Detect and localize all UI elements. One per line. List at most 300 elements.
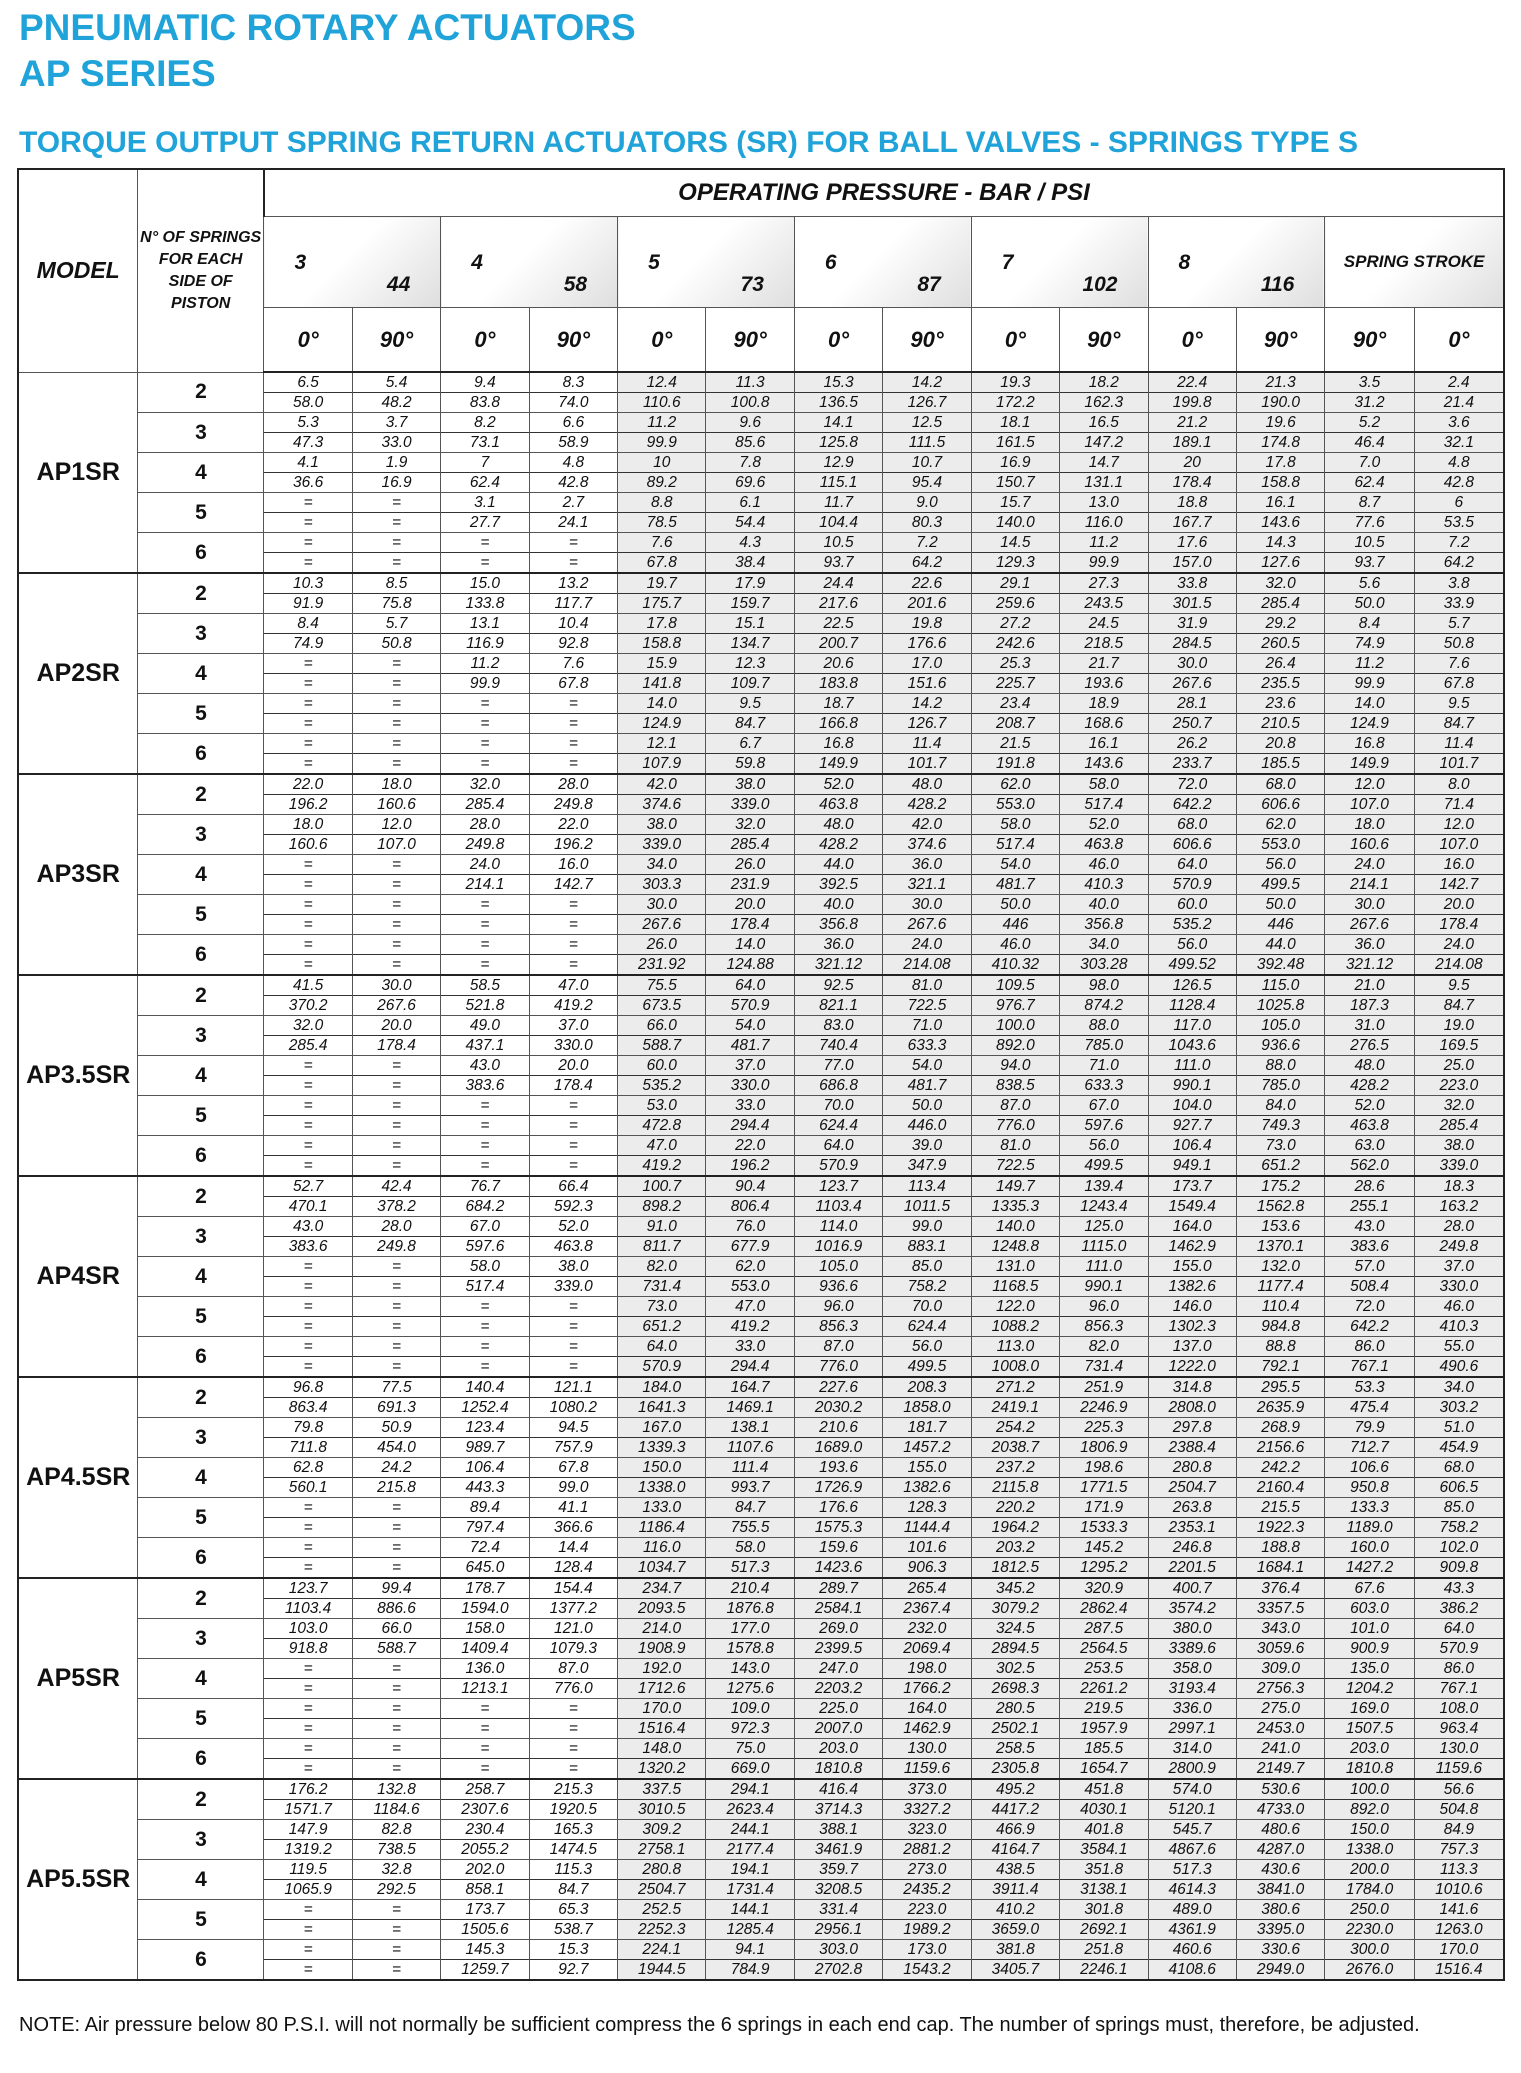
- torque-nm-value: 219.5: [1084, 1700, 1124, 1717]
- torque-inlb-value: =: [353, 1115, 440, 1135]
- torque-cell: [971, 1096, 1059, 1136]
- torque-nm-value: 376.4: [1261, 1580, 1300, 1597]
- torque-cell: [441, 493, 529, 533]
- torque-nm-value: 165.3: [553, 1821, 593, 1838]
- torque-inlb-value: 570.9: [706, 995, 793, 1015]
- torque-inlb-value: 125.8: [795, 432, 882, 452]
- torque-inlb-value: 267.6: [618, 914, 705, 934]
- torque-nm-value: =: [480, 1740, 490, 1757]
- torque-inlb-value: 117.7: [530, 593, 617, 613]
- torque-cell: [264, 1418, 352, 1458]
- torque-cell: [1325, 1176, 1414, 1217]
- torque-inlb-value: 111.5: [883, 432, 970, 452]
- torque-nm-value: =: [392, 1700, 402, 1717]
- torque-inlb-value: 124.9: [1325, 713, 1413, 733]
- torque-cell: [1148, 975, 1236, 1016]
- torque-cell: [706, 1136, 794, 1177]
- torque-nm-value: 37.0: [735, 1057, 766, 1074]
- torque-inlb-value: =: [264, 552, 351, 572]
- torque-cell: [794, 895, 882, 935]
- torque-inlb-value: =: [264, 1517, 351, 1537]
- torque-nm-value: 188.8: [1261, 1539, 1300, 1556]
- torque-cell: [1325, 1498, 1414, 1538]
- torque-inlb-value: 490.6: [1415, 1356, 1503, 1376]
- torque-inlb-value: 136.5: [795, 392, 882, 412]
- torque-inlb-value: =: [441, 713, 528, 733]
- torque-nm-value: 21.5: [1000, 735, 1031, 752]
- torque-cell: [1236, 1940, 1324, 1981]
- torque-nm-value: 26.4: [1265, 655, 1296, 672]
- torque-nm-value: 52.0: [1088, 816, 1119, 833]
- torque-cell: [618, 1820, 706, 1860]
- torque-cell: [883, 1016, 971, 1056]
- torque-inlb-value: 214.1: [441, 874, 528, 894]
- torque-inlb-value: 731.4: [1060, 1356, 1147, 1376]
- torque-nm-value: 62.8: [293, 1459, 324, 1476]
- torque-nm-value: 7.2: [1448, 534, 1470, 551]
- torque-nm-value: 76.7: [469, 1178, 501, 1195]
- torque-nm-value: 4.8: [1448, 454, 1470, 471]
- torque-cell: [706, 1659, 794, 1699]
- torque-cell: [1148, 1096, 1236, 1136]
- torque-cell: [1148, 1820, 1236, 1860]
- torque-cell: [1060, 453, 1148, 493]
- torque-inlb-value: 107.0: [1415, 834, 1503, 854]
- torque-nm-value: 24.0: [1443, 936, 1474, 953]
- torque-cell: [794, 372, 882, 413]
- torque-inlb-value: 900.9: [1325, 1638, 1413, 1658]
- torque-nm-value: 265.4: [907, 1580, 947, 1597]
- torque-inlb-value: 178.4: [1149, 472, 1236, 492]
- torque-cell: [264, 1578, 352, 1619]
- torque-nm-value: 18.2: [1088, 374, 1119, 391]
- torque-nm-value: 232.0: [907, 1620, 947, 1637]
- torque-cell: [618, 1860, 706, 1900]
- torque-nm-value: 7.0: [1358, 454, 1381, 471]
- torque-nm-value: 184.0: [642, 1379, 682, 1396]
- document-title-line1: PNEUMATIC ROTARY ACTUATORS: [19, 7, 636, 48]
- torque-cell: [264, 1538, 352, 1579]
- torque-inlb-value: 446.0: [883, 1115, 970, 1135]
- torque-nm-value: 258.5: [995, 1740, 1035, 1757]
- torque-inlb-value: 1505.6: [441, 1919, 528, 1939]
- torque-cell: [1148, 413, 1236, 453]
- torque-inlb-value: 73.1: [441, 432, 528, 452]
- torque-cell: [794, 1056, 882, 1096]
- torque-cell: [1148, 1377, 1236, 1418]
- torque-nm-value: 3.5: [1358, 374, 1381, 391]
- torque-cell: [883, 1377, 971, 1418]
- footnote: NOTE: Air pressure below 80 P.S.I. will not normally be sufficient compress the 6 springs in each end cap. The number of springs must, therefore, be adjusted.: [19, 2014, 1420, 2036]
- torque-cell: [1148, 1578, 1236, 1619]
- torque-cell: [706, 1578, 794, 1619]
- torque-inlb-value: 128.4: [530, 1557, 617, 1577]
- torque-cell: [441, 855, 529, 895]
- torque-nm-value: 224.1: [642, 1941, 682, 1958]
- torque-cell: [1236, 815, 1324, 855]
- torque-nm-value: 33.0: [735, 1338, 766, 1355]
- torque-inlb-value: 499.5: [1060, 1155, 1147, 1175]
- torque-cell: [1060, 1176, 1148, 1217]
- torque-inlb-value: 886.6: [353, 1598, 440, 1618]
- torque-nm-value: 9.5: [1448, 695, 1470, 712]
- torque-inlb-value: 347.9: [883, 1155, 970, 1175]
- torque-nm-value: 39.0: [911, 1137, 943, 1154]
- torque-nm-value: =: [303, 494, 313, 511]
- torque-nm-value: 5.7: [1448, 615, 1470, 632]
- torque-inlb-value: =: [441, 1758, 528, 1778]
- table-row: [18, 1257, 1504, 1297]
- torque-cell: [441, 1418, 529, 1458]
- torque-nm-value: 154.4: [553, 1580, 593, 1597]
- torque-cell: [529, 1940, 617, 1981]
- torque-cell: [883, 895, 971, 935]
- torque-nm-value: 18.0: [381, 776, 412, 793]
- torque-nm-value: 8.3: [562, 374, 585, 391]
- spring-count: 6: [138, 734, 264, 775]
- torque-inlb-value: 508.4: [1325, 1276, 1413, 1296]
- torque-cell: [264, 533, 352, 574]
- torque-inlb-value: 50.8: [353, 633, 440, 653]
- torque-nm-value: 81.0: [1000, 1137, 1031, 1154]
- torque-nm-value: 52.0: [558, 1218, 589, 1235]
- torque-inlb-value: 1079.3: [530, 1638, 617, 1658]
- torque-cell: [618, 975, 706, 1016]
- table-row: [18, 1176, 1504, 1217]
- torque-inlb-value: 906.3: [883, 1557, 970, 1577]
- torque-cell: [529, 1297, 617, 1337]
- torque-nm-value: 171.9: [1084, 1499, 1124, 1516]
- torque-nm-value: 47.0: [735, 1298, 766, 1315]
- torque-cell: [1325, 453, 1414, 493]
- torque-cell: [1325, 1016, 1414, 1056]
- torque-cell: [794, 654, 882, 694]
- table-row: [18, 1418, 1504, 1458]
- torque-nm-value: 86.0: [1443, 1660, 1474, 1677]
- torque-nm-value: 242.2: [1261, 1459, 1300, 1476]
- torque-nm-value: 167.0: [642, 1419, 682, 1436]
- torque-cell: [1236, 774, 1324, 815]
- torque-cell: [1414, 1217, 1504, 1257]
- torque-cell: [971, 855, 1059, 895]
- torque-cell: [1060, 493, 1148, 533]
- torque-cell: [1148, 1538, 1236, 1579]
- torque-inlb-value: 2246.1: [1060, 1959, 1147, 1979]
- torque-cell: [352, 774, 440, 815]
- torque-cell: [706, 573, 794, 614]
- torque-nm-value: =: [303, 1660, 313, 1677]
- table-row: [18, 654, 1504, 694]
- torque-inlb-value: 143.6: [1060, 753, 1147, 773]
- torque-nm-value: 73.0: [646, 1298, 677, 1315]
- torque-cell: [1060, 1619, 1148, 1659]
- torque-nm-value: 32.0: [1443, 1097, 1474, 1114]
- torque-nm-value: 113.4: [908, 1178, 946, 1195]
- torque-nm-value: 185.5: [1084, 1740, 1124, 1757]
- torque-inlb-value: 570.9: [1415, 1638, 1503, 1658]
- torque-inlb-value: =: [441, 753, 528, 773]
- torque-cell: [1148, 1217, 1236, 1257]
- torque-nm-value: =: [392, 1660, 402, 1677]
- torque-nm-value: 4.8: [562, 454, 585, 471]
- torque-inlb-value: 174.8: [1237, 432, 1324, 452]
- torque-cell: [794, 1377, 882, 1418]
- torque-nm-value: 237.2: [995, 1459, 1035, 1476]
- torque-cell: [1414, 1779, 1504, 1820]
- torque-nm-value: 37.0: [558, 1017, 589, 1034]
- torque-cell: [971, 935, 1059, 976]
- torque-cell: [971, 1377, 1059, 1418]
- torque-inlb-value: 3714.3: [795, 1799, 882, 1819]
- torque-cell: [441, 1337, 529, 1378]
- torque-cell: [529, 1377, 617, 1418]
- torque-cell: [1148, 654, 1236, 694]
- torque-cell: [883, 1337, 971, 1378]
- torque-nm-value: =: [392, 534, 402, 551]
- torque-nm-value: 48.0: [1354, 1057, 1385, 1074]
- torque-cell: [529, 1418, 617, 1458]
- torque-cell: [529, 1860, 617, 1900]
- torque-nm-value: 68.0: [1265, 776, 1296, 793]
- torque-nm-value: =: [480, 1298, 490, 1315]
- torque-nm-value: 70.0: [823, 1097, 854, 1114]
- pressure-psi-value: 102: [1082, 273, 1118, 296]
- torque-nm-value: 41.1: [558, 1499, 589, 1516]
- torque-cell: [1414, 1257, 1504, 1297]
- torque-inlb-value: 27.7: [441, 512, 528, 532]
- torque-cell: [264, 1820, 352, 1860]
- torque-cell: [1414, 815, 1504, 855]
- torque-cell: [618, 1297, 706, 1337]
- torque-cell: [1236, 1337, 1324, 1378]
- torque-inlb-value: 99.9: [1325, 673, 1413, 693]
- torque-cell: [1325, 1136, 1414, 1177]
- torque-cell: [971, 774, 1059, 815]
- torque-inlb-value: 31.2: [1325, 392, 1413, 412]
- torque-inlb-value: 175.7: [618, 593, 705, 613]
- torque-inlb-value: 356.8: [1060, 914, 1147, 934]
- torque-nm-value: 14.2: [911, 374, 943, 391]
- torque-cell: [618, 1659, 706, 1699]
- torque-inlb-value: 963.4: [1415, 1718, 1503, 1738]
- torque-nm-value: =: [303, 1298, 313, 1315]
- torque-inlb-value: =: [530, 954, 617, 974]
- torque-cell: [1060, 694, 1148, 734]
- torque-inlb-value: =: [530, 552, 617, 572]
- torque-nm-value: 4.3: [739, 534, 761, 551]
- torque-nm-value: 149.7: [995, 1178, 1035, 1195]
- torque-cell: [883, 935, 971, 976]
- torque-inlb-value: 370.2: [264, 995, 351, 1015]
- torque-inlb-value: 1259.7: [441, 1959, 528, 1979]
- torque-nm-value: 178.7: [465, 1580, 505, 1597]
- torque-cell: [1148, 1659, 1236, 1699]
- torque-nm-value: 84.7: [735, 1499, 766, 1516]
- torque-nm-value: 309.0: [1261, 1660, 1300, 1677]
- torque-inlb-value: 691.3: [353, 1397, 440, 1417]
- torque-nm-value: 159.6: [819, 1539, 858, 1556]
- torque-inlb-value: =: [530, 1155, 617, 1175]
- torque-nm-value: 351.8: [1084, 1861, 1124, 1878]
- torque-inlb-value: 110.6: [618, 392, 705, 412]
- torque-inlb-value: 284.5: [1149, 633, 1236, 653]
- torque-inlb-value: 141.8: [618, 673, 705, 693]
- torque-inlb-value: 1766.2: [883, 1678, 970, 1698]
- torque-inlb-value: 267.6: [1149, 673, 1236, 693]
- torque-nm-value: 12.4: [646, 374, 677, 391]
- torque-nm-value: 320.9: [1084, 1580, 1124, 1597]
- torque-cell: [794, 1217, 882, 1257]
- torque-nm-value: 54.0: [911, 1057, 943, 1074]
- torque-cell: [1414, 1538, 1504, 1579]
- spring-count: 2: [138, 975, 264, 1016]
- torque-nm-value: 1.9: [385, 454, 408, 471]
- torque-cell: [794, 1176, 882, 1217]
- torque-inlb-value: =: [441, 954, 528, 974]
- spring-count: 4: [138, 453, 264, 493]
- torque-nm-value: 47.0: [558, 977, 589, 994]
- torque-nm-value: 132.0: [1261, 1258, 1300, 1275]
- torque-cell: [1236, 1659, 1324, 1699]
- torque-inlb-value: 85.6: [706, 432, 793, 452]
- torque-cell: [1060, 1578, 1148, 1619]
- torque-cell: [1414, 573, 1504, 614]
- torque-inlb-value: 255.1: [1325, 1196, 1413, 1216]
- torque-inlb-value: 472.8: [618, 1115, 705, 1135]
- torque-inlb-value: 4164.7: [972, 1839, 1059, 1859]
- torque-nm-value: 58.0: [469, 1258, 501, 1275]
- spring-count: 6: [138, 533, 264, 574]
- torque-nm-value: 24.0: [1354, 856, 1385, 873]
- table-row: [18, 774, 1504, 815]
- torque-nm-value: 51.0: [1443, 1419, 1474, 1436]
- torque-cell: [1060, 573, 1148, 614]
- torque-nm-value: =: [392, 1097, 402, 1114]
- torque-inlb-value: 1370.1: [1237, 1236, 1324, 1256]
- model-name: AP5.5SR: [18, 1779, 138, 1980]
- torque-inlb-value: 588.7: [353, 1638, 440, 1658]
- table-row: [18, 1377, 1504, 1418]
- torque-inlb-value: =: [264, 673, 351, 693]
- torque-nm-value: 11.2: [647, 414, 677, 431]
- torque-nm-value: 31.0: [1354, 1017, 1385, 1034]
- torque-nm-value: 17.6: [1177, 534, 1208, 551]
- torque-inlb-value: 463.8: [795, 794, 882, 814]
- torque-inlb-value: 2676.0: [1325, 1959, 1413, 1979]
- torque-nm-value: 8.7: [1358, 494, 1381, 511]
- torque-cell: [1236, 1779, 1324, 1820]
- torque-inlb-value: 1320.2: [618, 1758, 705, 1778]
- torque-inlb-value: 74.0: [530, 392, 617, 412]
- torque-cell: [971, 694, 1059, 734]
- torque-cell: [971, 413, 1059, 453]
- torque-cell: [1236, 975, 1324, 1016]
- torque-cell: [706, 1739, 794, 1780]
- torque-nm-value: 116.0: [642, 1539, 681, 1556]
- torque-cell: [1325, 1257, 1414, 1297]
- torque-nm-value: 13.1: [469, 615, 501, 632]
- torque-inlb-value: 67.8: [530, 673, 617, 693]
- torque-inlb-value: 1920.5: [530, 1799, 617, 1819]
- torque-nm-value: 6: [1454, 494, 1464, 511]
- torque-cell: [618, 935, 706, 976]
- torque-nm-value: 28.0: [381, 1218, 412, 1235]
- torque-nm-value: 6.6: [562, 414, 585, 431]
- torque-nm-value: 84.0: [1265, 1097, 1296, 1114]
- torque-inlb-value: =: [530, 753, 617, 773]
- torque-inlb-value: 1128.4: [1149, 995, 1236, 1015]
- torque-inlb-value: 2949.0: [1237, 1959, 1324, 1979]
- torque-inlb-value: 157.0: [1149, 552, 1236, 572]
- torque-inlb-value: 767.1: [1415, 1678, 1503, 1698]
- torque-nm-value: =: [303, 936, 313, 953]
- torque-inlb-value: 443.3: [441, 1477, 528, 1497]
- torque-inlb-value: 33.0: [353, 432, 440, 452]
- torque-inlb-value: =: [264, 1316, 351, 1336]
- torque-inlb-value: 190.0: [1237, 392, 1324, 412]
- torque-inlb-value: 863.4: [264, 1397, 351, 1417]
- torque-nm-value: 145.2: [1084, 1539, 1124, 1556]
- torque-cell: [1060, 1538, 1148, 1579]
- torque-nm-value: 294.1: [730, 1781, 770, 1798]
- torque-cell: [264, 694, 352, 734]
- torque-inlb-value: 517.4: [972, 834, 1059, 854]
- torque-cell: [441, 1498, 529, 1538]
- torque-nm-value: 123.7: [819, 1178, 858, 1195]
- torque-inlb-value: 126.7: [883, 392, 970, 412]
- torque-cell: [794, 1860, 882, 1900]
- torque-nm-value: =: [392, 1298, 402, 1315]
- torque-nm-value: 94.5: [558, 1419, 589, 1436]
- torque-inlb-value: 797.4: [441, 1517, 528, 1537]
- torque-nm-value: 136.0: [465, 1660, 505, 1677]
- torque-nm-value: 137.0: [1172, 1338, 1212, 1355]
- torque-nm-value: 17.8: [1265, 454, 1296, 471]
- torque-nm-value: 22.4: [1177, 374, 1208, 391]
- table-row: [18, 1217, 1504, 1257]
- torque-inlb-value: 1377.2: [530, 1598, 617, 1618]
- torque-cell: [794, 1699, 882, 1739]
- torque-nm-value: 380.6: [1261, 1901, 1300, 1918]
- header-angle: 90°: [883, 308, 971, 373]
- torque-inlb-value: 187.3: [1325, 995, 1413, 1015]
- torque-nm-value: 50.9: [381, 1419, 412, 1436]
- torque-nm-value: 65.3: [558, 1901, 589, 1918]
- torque-nm-value: 7.2: [916, 534, 938, 551]
- torque-inlb-value: 21.4: [1415, 392, 1503, 412]
- torque-inlb-value: 42.8: [1415, 472, 1503, 492]
- torque-cell: [1060, 1056, 1148, 1096]
- torque-cell: [441, 1297, 529, 1337]
- torque-inlb-value: 178.4: [530, 1075, 617, 1095]
- torque-inlb-value: 757.3: [1415, 1839, 1503, 1859]
- torque-cell: [264, 1659, 352, 1699]
- torque-inlb-value: 2156.6: [1237, 1437, 1324, 1457]
- torque-inlb-value: 50.0: [1325, 593, 1413, 613]
- torque-nm-value: =: [392, 856, 402, 873]
- torque-nm-value: 62.0: [1000, 776, 1031, 793]
- torque-cell: [1236, 1176, 1324, 1217]
- torque-cell: [1148, 1016, 1236, 1056]
- header-springs: N° OF SPRINGS FOR EACH SIDE OF PISTON: [138, 169, 264, 372]
- torque-nm-value: 26.2: [1177, 735, 1208, 752]
- torque-inlb-value: 84.7: [706, 713, 793, 733]
- torque-cell: [1414, 654, 1504, 694]
- torque-inlb-value: =: [353, 753, 440, 773]
- torque-nm-value: 10.7: [911, 454, 943, 471]
- torque-nm-value: 438.5: [995, 1861, 1035, 1878]
- torque-inlb-value: 62.4: [441, 472, 528, 492]
